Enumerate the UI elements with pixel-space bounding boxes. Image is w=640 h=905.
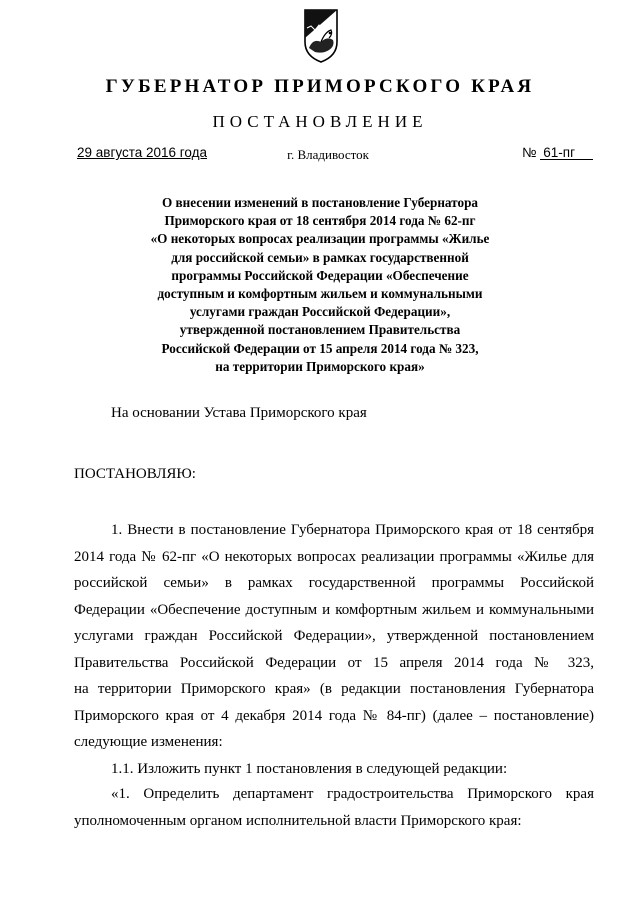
- paragraph-line: «1. Определить департамент градостроительства Приморского края: [111, 786, 594, 802]
- paragraph-1-1: [74, 756, 594, 783]
- paragraph-line: 1. Внести в постановление Губернатора Приморского края от 18 сентября: [111, 522, 594, 538]
- paragraph-line: Приморского края от 4 декабря 2014 года № 84-пг) (далее – постановление): [74, 707, 594, 724]
- number-label: №: [522, 145, 537, 160]
- document-type: ПОСТАНОВЛЕНИЕ: [212, 112, 428, 131]
- title-line: услугами граждан Российской Федерации»,: [189, 304, 451, 320]
- organization-title: ГУБЕРНАТОР ПРИМОРСКОГО КРАЯ: [105, 76, 535, 97]
- title-line: «О некоторых вопросах реализации программы «Жилье: [150, 231, 490, 247]
- title-line: Приморского края от 18 сентября 2014 года № 62-пг: [164, 213, 476, 229]
- document-number: [522, 145, 593, 160]
- number-value: 61-пг: [540, 146, 593, 160]
- paragraph-line: 2014 года № 62-пг «О некоторых вопросах реализации программы «Жилье для: [74, 548, 594, 565]
- title-line: Российской Федерации от 15 апреля 2014 года № 323,: [161, 340, 479, 356]
- paragraph-line: уполномоченным органом исполнительной власти Приморского края:: [74, 812, 522, 829]
- paragraph-line: на территории Приморского края» (в редакции постановления Губернатора: [74, 681, 594, 697]
- document-title: [118, 194, 522, 376]
- paragraph-line: услугами граждан Российской Федерации», утвержденной постановлением: [74, 628, 594, 644]
- title-line: доступным и комфортным жильем и коммунальными: [157, 286, 483, 302]
- paragraph-line: 1.1. Изложить пункт 1 постановления в следующей редакции:: [111, 761, 508, 777]
- title-line: программы Российской Федерации «Обеспечение: [171, 267, 469, 283]
- paragraph-line: следующие изменения:: [74, 734, 223, 750]
- document-city: г. Владивосток: [287, 147, 369, 162]
- title-line: утвержденной постановлением Правительства: [179, 322, 461, 338]
- coat-of-arms-emblem: [303, 8, 339, 64]
- document-date: 29 августа 2016 года: [77, 145, 208, 160]
- paragraph-line: Федерации «Обеспечение доступным и комфортным жильем и коммунальными: [74, 601, 594, 618]
- paragraph-1: [74, 517, 594, 756]
- paragraph-line: Правительства Российской Федерации от 15 апреля 2014 года № 323,: [74, 654, 594, 671]
- title-line: О внесении изменений в постановление Губернатора: [161, 195, 479, 210]
- paragraph-line: российской семьи» в рамках государственной программы Российской: [74, 575, 594, 591]
- legal-basis: На основании Устава Приморского края: [111, 405, 367, 421]
- title-line: для российской семьи» в рамках государственной: [171, 249, 469, 265]
- decree-heading: ПОСТАНОВЛЯЮ:: [74, 466, 196, 482]
- paragraph-quote-1: [74, 781, 594, 834]
- title-line: на территории Приморского края»: [215, 358, 425, 374]
